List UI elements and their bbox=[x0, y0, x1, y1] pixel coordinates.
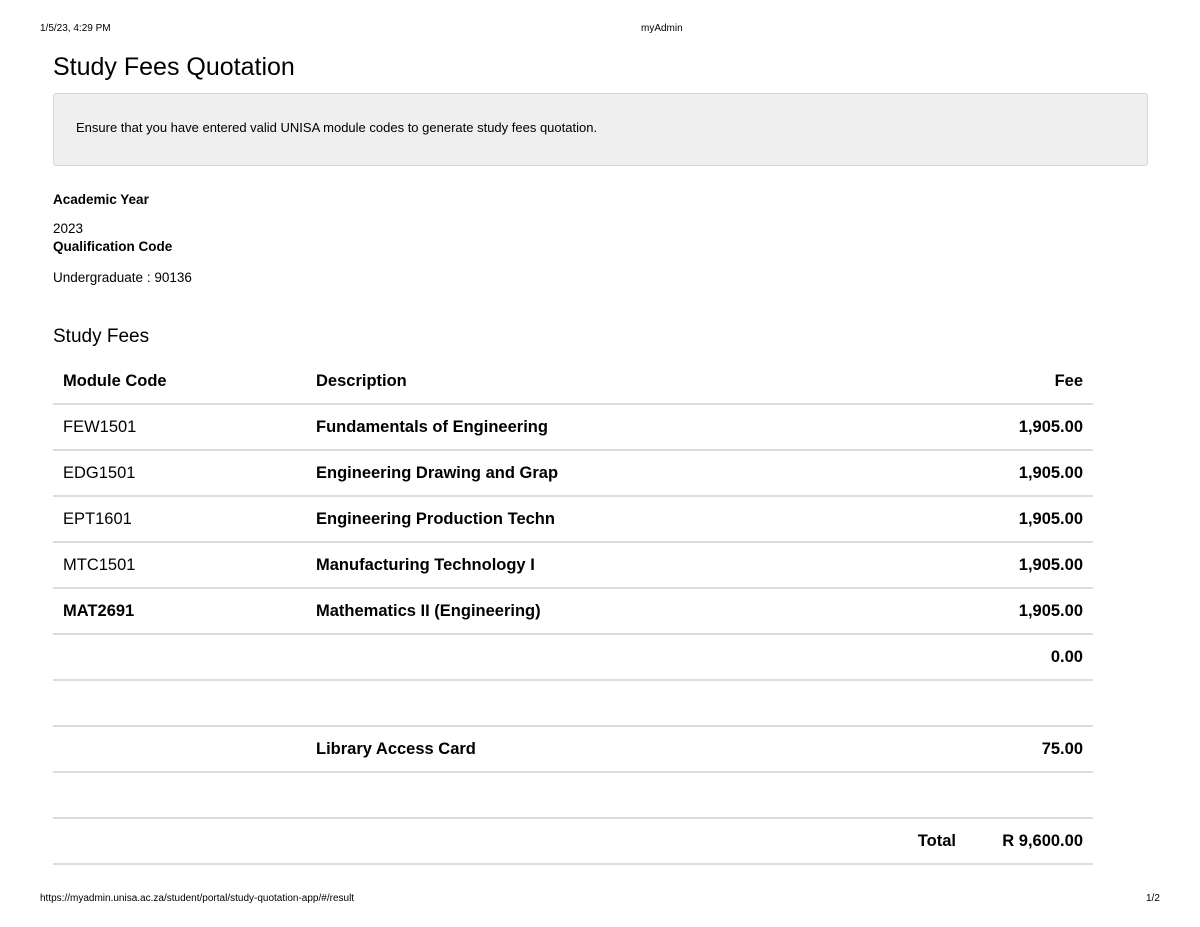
module-fee: 1,905.00 bbox=[966, 404, 1093, 450]
notice-box bbox=[53, 93, 1148, 166]
empty-row bbox=[53, 680, 1093, 726]
subtotal-row bbox=[53, 634, 1093, 680]
total-value: R 9,600.00 bbox=[966, 818, 1093, 864]
header-spacer bbox=[826, 359, 966, 404]
library-fee: 75.00 bbox=[966, 726, 1093, 772]
header-fee: Fee bbox=[966, 359, 1093, 404]
table-row bbox=[53, 588, 1093, 634]
module-description: Manufacturing Technology I bbox=[306, 542, 826, 588]
module-description: Engineering Production Techn bbox=[306, 496, 826, 542]
print-app-name: myAdmin bbox=[641, 23, 683, 34]
subtotal-fee: 0.00 bbox=[966, 634, 1093, 680]
module-fee: 1,905.00 bbox=[966, 588, 1093, 634]
header-module-code: Module Code bbox=[53, 359, 306, 404]
notice-text: Ensure that you have entered valid UNISA module codes to generate study fees quotation. bbox=[76, 120, 598, 135]
empty-row bbox=[53, 772, 1093, 818]
module-code: MAT2691 bbox=[53, 588, 306, 634]
print-footer-url: https://myadmin.unisa.ac.za/student/portal/study-quotation-app/#/result bbox=[40, 893, 355, 904]
module-fee: 1,905.00 bbox=[966, 496, 1093, 542]
header-description: Description bbox=[306, 359, 826, 404]
page-title: Study Fees Quotation bbox=[53, 53, 295, 81]
module-description: Engineering Drawing and Grap bbox=[306, 450, 826, 496]
print-datetime: 1/5/23, 4:29 PM bbox=[40, 23, 111, 34]
module-code: FEW1501 bbox=[53, 404, 306, 450]
study-fees-table bbox=[53, 359, 1093, 865]
total-label: Total bbox=[826, 818, 966, 864]
library-description: Library Access Card bbox=[306, 726, 826, 772]
total-row bbox=[53, 818, 1093, 864]
qualification-code-value: Undergraduate : 90136 bbox=[53, 270, 192, 285]
table-row bbox=[53, 542, 1093, 588]
module-code: MTC1501 bbox=[53, 542, 306, 588]
module-code: EDG1501 bbox=[53, 450, 306, 496]
print-page-number: 1/2 bbox=[1146, 893, 1160, 904]
study-fees-title: Study Fees bbox=[53, 326, 150, 347]
module-description: Fundamentals of Engineering bbox=[306, 404, 826, 450]
academic-year-label: Academic Year bbox=[53, 192, 149, 207]
academic-year-value: 2023 bbox=[53, 221, 84, 236]
library-row bbox=[53, 726, 1093, 772]
table-header-row bbox=[53, 359, 1093, 404]
table-row bbox=[53, 450, 1093, 496]
qualification-code-label: Qualification Code bbox=[53, 239, 173, 254]
table-row bbox=[53, 404, 1093, 450]
module-description: Mathematics II (Engineering) bbox=[306, 588, 826, 634]
module-fee: 1,905.00 bbox=[966, 542, 1093, 588]
module-fee: 1,905.00 bbox=[966, 450, 1093, 496]
table-row bbox=[53, 496, 1093, 542]
module-code: EPT1601 bbox=[53, 496, 306, 542]
